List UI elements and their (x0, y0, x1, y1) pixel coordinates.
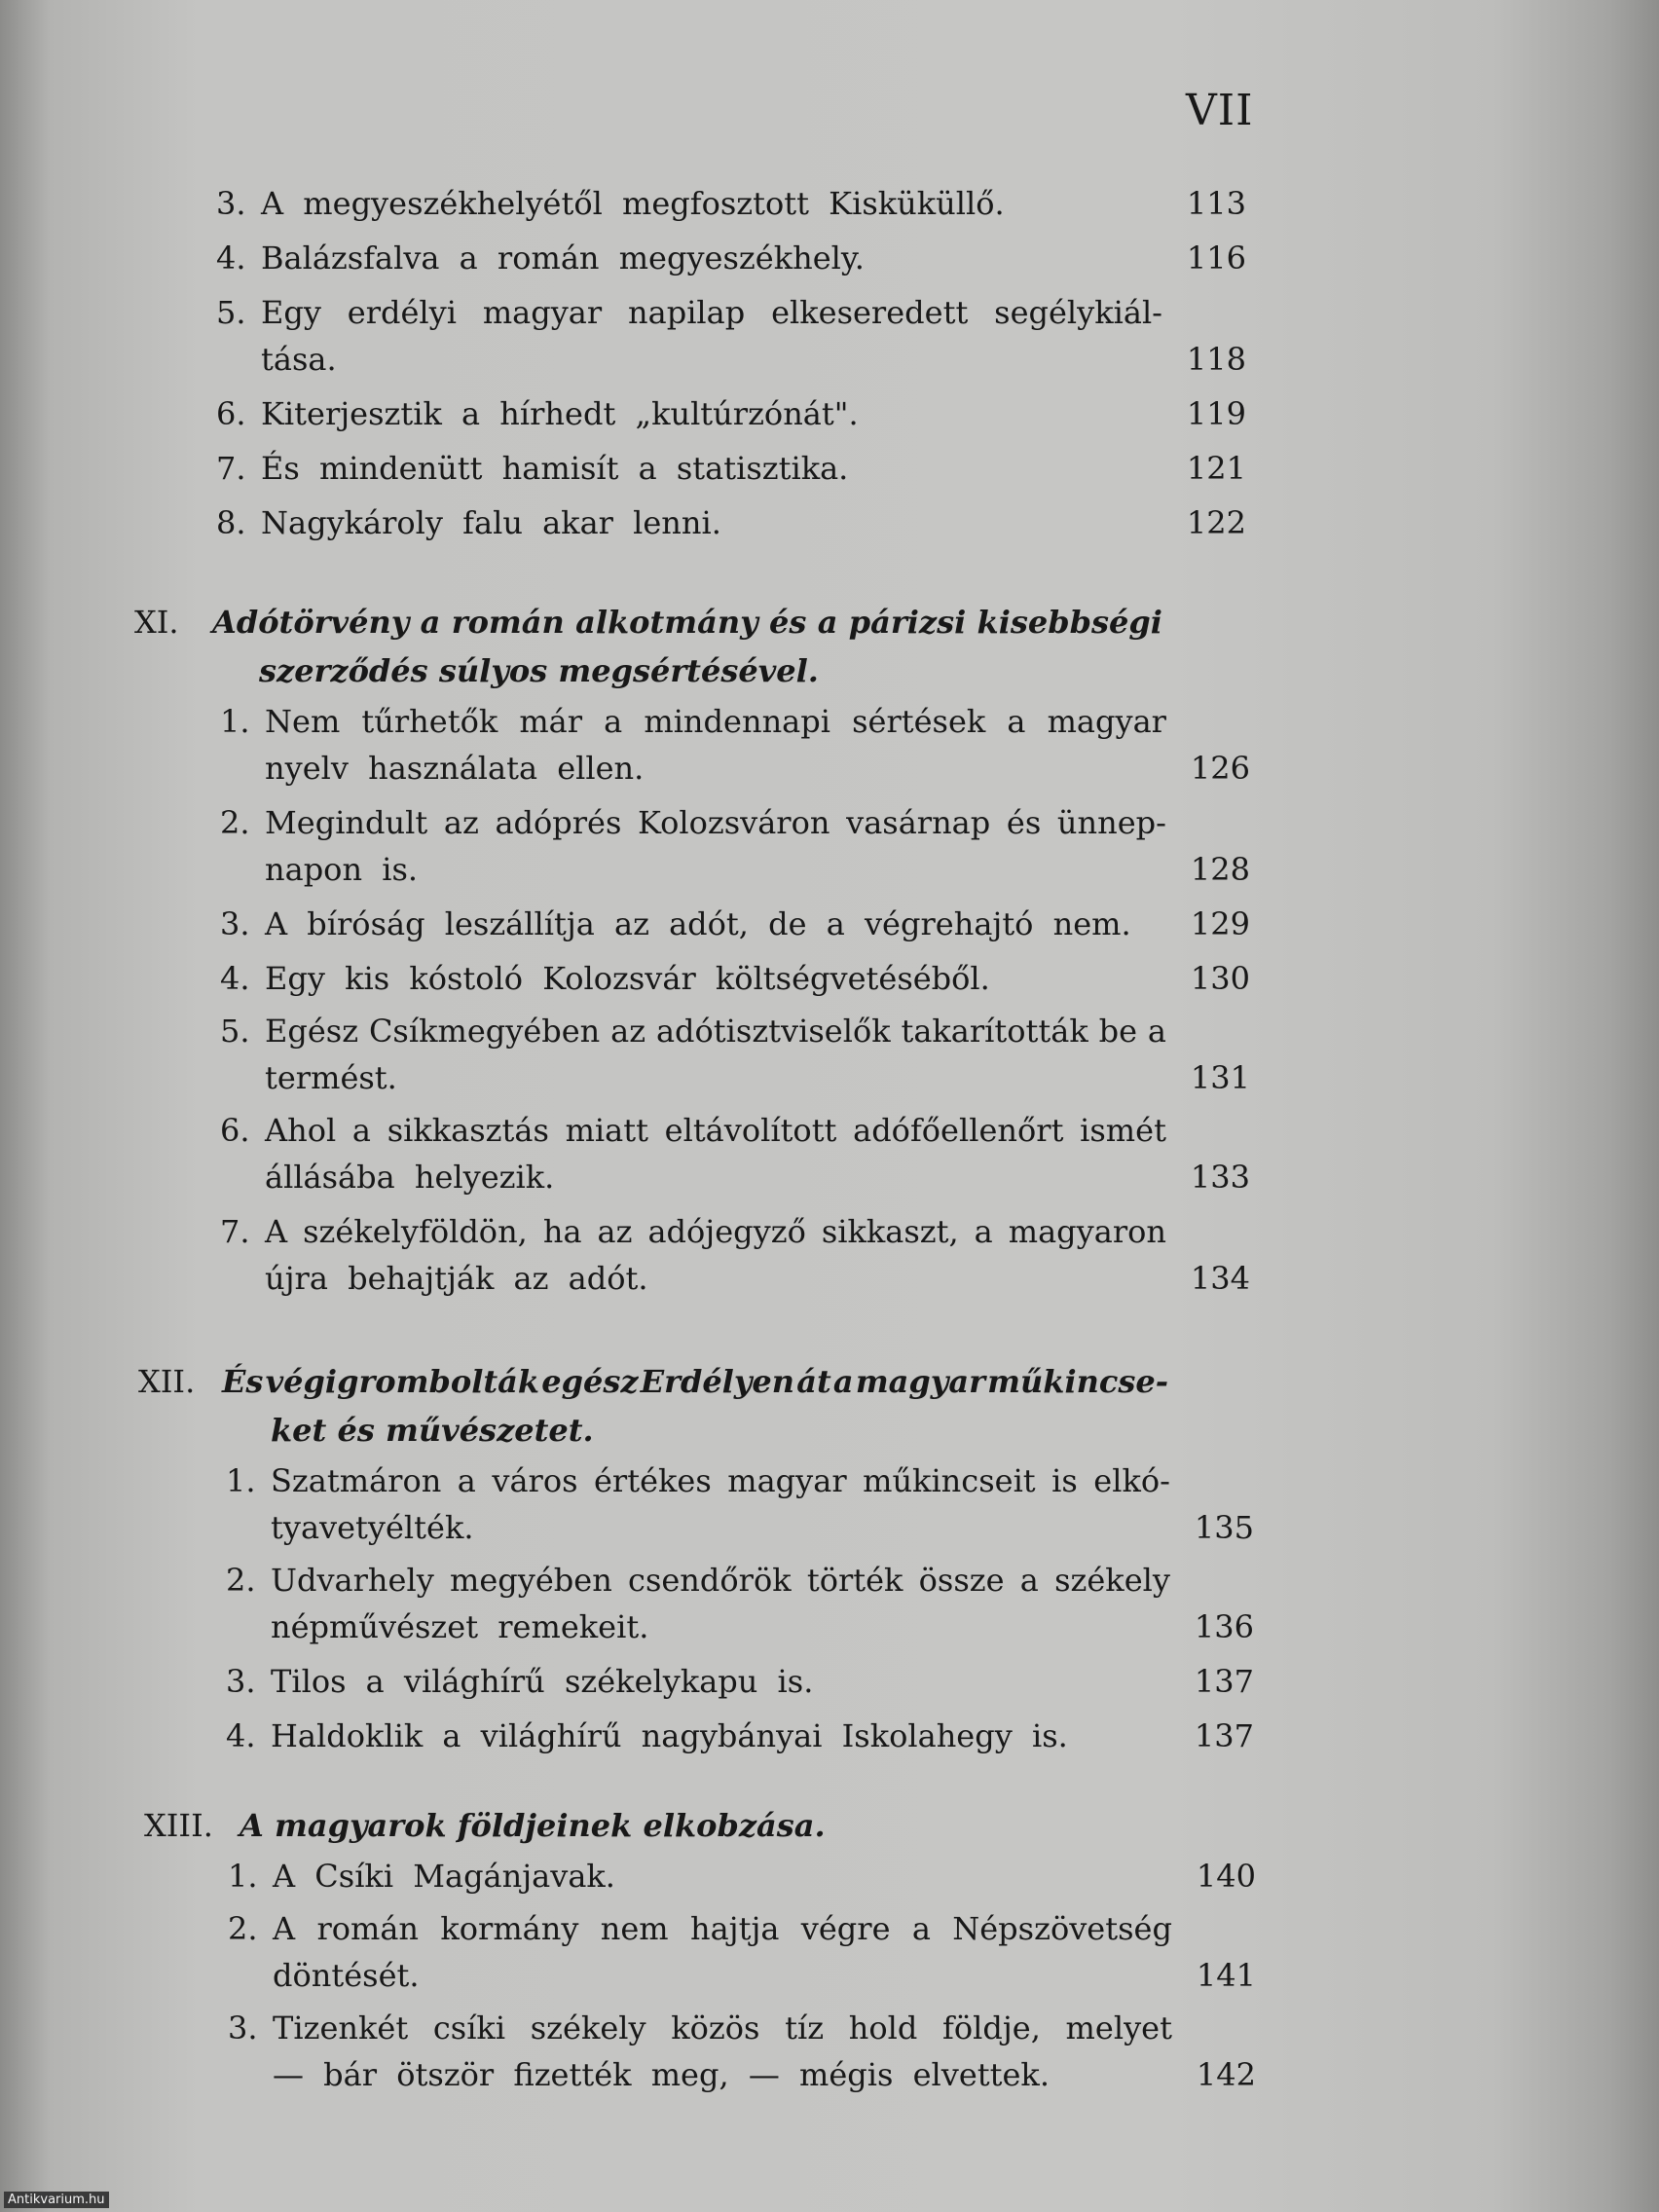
toc-entry (228, 1858, 1256, 1906)
entry-page: 131 (1190, 1059, 1250, 1096)
entry-title: Ahol a sikkasztás miatt eltávolított adófőellenőrt ismét (265, 1112, 1166, 1149)
toc-entry-line1 (220, 1112, 1166, 1161)
section-title-cont: ket és művészetet. (271, 1412, 594, 1449)
entry-page: 140 (1196, 1858, 1256, 1895)
entry-title-cont: termést. (265, 1059, 397, 1096)
entry-page: 122 (1186, 504, 1246, 541)
section-title-cont: szerződés súlyos megsértésével. (259, 652, 819, 689)
entry-number: 3. (216, 185, 246, 222)
entry-page: 133 (1190, 1159, 1250, 1196)
entry-number: 4. (220, 960, 250, 997)
entry-title-cont: népművészet remekeit. (271, 1608, 649, 1645)
toc-entry (226, 1663, 1254, 1712)
entry-page: 135 (1194, 1509, 1254, 1546)
toc-entry-line2 (265, 750, 1250, 798)
entry-page: 134 (1190, 1260, 1250, 1297)
toc-entry-line1 (226, 1462, 1170, 1511)
entry-page: 136 (1194, 1608, 1254, 1645)
toc-entry-line2 (265, 1059, 1250, 1108)
entry-title: Kiterjesztik a hírhedt „kultúrzónát". (261, 395, 859, 432)
toc-entry (220, 960, 1250, 1009)
entry-number: 3. (226, 1663, 256, 1700)
entry-title: Balázsfalva a román megyeszékhely. (261, 240, 865, 276)
entry-title: Megindult az adóprés Kolozsváron vasárnap és ünnep- (265, 804, 1166, 841)
entry-number: 6. (220, 1112, 250, 1149)
entry-page: 119 (1186, 395, 1246, 432)
entry-page: 129 (1190, 905, 1250, 942)
entry-title: A székelyföldön, ha az adójegyző sikkaszt, a magyaron (265, 1213, 1166, 1250)
entry-title: A Csíki Magánjavak. (273, 1858, 615, 1895)
entry-title: A megyeszékhelyétől megfosztott Kisküküllő. (261, 185, 1005, 222)
entry-page: 126 (1190, 750, 1250, 787)
toc-entry-line2 (261, 341, 1246, 389)
entry-title: És mindenütt hamisít a statisztika. (261, 450, 849, 487)
section-title: Adótörvény a román alkotmány és a párizsi kisebbségi (212, 604, 1162, 641)
toc-entry (220, 905, 1250, 954)
entry-title: Nagykároly falu akar lenni. (261, 504, 721, 541)
toc-entry-line1 (220, 804, 1166, 853)
toc-entry-line1 (228, 1910, 1172, 1959)
toc-entry (216, 504, 1246, 553)
entry-title: Haldoklik a világhírű nagybányai Iskolahegy is. (271, 1717, 1068, 1754)
toc-entry-line2 (265, 1159, 1250, 1207)
section-title: És végigrombolták egész Erdélyen át a magyar műkincse- (222, 1363, 1168, 1400)
entry-number: 5. (220, 1013, 250, 1050)
toc-entry (216, 185, 1246, 234)
entry-number: 1. (220, 703, 250, 740)
toc-entry-line2 (271, 1608, 1254, 1657)
toc-entry (216, 395, 1246, 444)
entry-page: 142 (1196, 2056, 1256, 2093)
section-heading-xii (138, 1363, 1168, 1400)
entry-title: Tizenkét csíki székely közös tíz hold földje, melyet (273, 2009, 1172, 2046)
entry-page: 130 (1190, 960, 1250, 997)
entry-title: Egész Csíkmegyében az adótisztviselők takarították be a (265, 1013, 1166, 1050)
entry-page: 121 (1186, 450, 1246, 487)
toc-entry-line2 (271, 1509, 1254, 1558)
section-heading-xiii (144, 1807, 1020, 1844)
entry-title: Udvarhely megyében csendőrök törték össze a székely (271, 1562, 1170, 1599)
entry-title: Tilos a világhírű székelykapu is. (271, 1663, 814, 1700)
entry-page: 118 (1186, 341, 1246, 378)
entry-title-cont: újra behajtják az adót. (265, 1260, 648, 1297)
entry-number: 2. (220, 804, 250, 841)
entry-number: 1. (226, 1462, 256, 1499)
section-numeral: XI. (134, 604, 179, 641)
entry-number: 7. (220, 1213, 250, 1250)
toc-entry-line2 (265, 1260, 1250, 1309)
entry-title-cont: állásába helyezik. (265, 1159, 555, 1196)
entry-page: 141 (1196, 1957, 1256, 1994)
toc-entry-line2 (265, 851, 1250, 900)
toc-entry-line1 (226, 1562, 1170, 1610)
entry-page: 116 (1186, 240, 1246, 276)
entry-title-cont: döntését. (273, 1957, 420, 1994)
toc-entry-line2 (273, 1957, 1256, 2006)
watermark: Antikvarium.hu (4, 2192, 109, 2208)
toc-entry-line1 (220, 1213, 1166, 1262)
entry-title-cont: — bár ötször fizették meg, — mégis elvettek. (273, 2056, 1050, 2093)
entry-number: 8. (216, 504, 246, 541)
toc-entry-line1 (220, 703, 1166, 752)
entry-title-cont: napon is. (265, 851, 419, 888)
section-heading-xi-cont (259, 652, 940, 689)
toc-entry (226, 1717, 1254, 1766)
section-heading-xii-cont (271, 1412, 855, 1449)
section-numeral: XIII. (144, 1807, 213, 1844)
entry-title-cont: tyavetyélték. (271, 1509, 474, 1546)
entry-title-cont: nyelv használata ellen. (265, 750, 645, 787)
entry-number: 2. (226, 1562, 256, 1599)
entry-number: 2. (228, 1910, 258, 1947)
entry-number: 7. (216, 450, 246, 487)
section-heading-xi (134, 604, 1162, 641)
entry-title: Nem tűrhetők már a mindennapi sértések a magyar (265, 703, 1166, 740)
entry-title: A román kormány nem hajtja végre a Népszövetség (273, 1910, 1172, 1947)
toc-entry-line1 (216, 294, 1162, 343)
entry-number: 4. (226, 1717, 256, 1754)
section-numeral: XII. (138, 1363, 196, 1400)
entry-number: 5. (216, 294, 246, 331)
toc-entry-line1 (228, 2009, 1172, 2058)
entry-title: Egy erdélyi magyar napilap elkeseredett segélykiál- (261, 294, 1162, 331)
entry-number: 6. (216, 395, 246, 432)
toc-entry (216, 240, 1246, 288)
entry-number: 3. (228, 2009, 258, 2046)
toc-entry-line2 (273, 2056, 1256, 2105)
entry-title: Szatmáron a város értékes magyar műkincseit is elkó- (271, 1462, 1170, 1499)
entry-title-cont: tása. (261, 341, 337, 378)
entry-title: A bíróság leszállítja az adót, de a végrehajtó nem. (265, 905, 1131, 942)
section-title: A magyarok földjeinek elkobzása. (240, 1807, 826, 1844)
page-number: VII (1186, 86, 1254, 135)
entry-number: 1. (228, 1858, 258, 1895)
entry-page: 137 (1194, 1717, 1254, 1754)
toc-entry (216, 450, 1246, 498)
entry-number: 4. (216, 240, 246, 276)
entry-page: 113 (1186, 185, 1246, 222)
entry-page: 128 (1190, 851, 1250, 888)
entry-number: 3. (220, 905, 250, 942)
entry-page: 137 (1194, 1663, 1254, 1700)
toc-entry-line1 (220, 1013, 1166, 1061)
entry-title: Egy kis kóstoló Kolozsvár költségvetéséből. (265, 960, 990, 997)
